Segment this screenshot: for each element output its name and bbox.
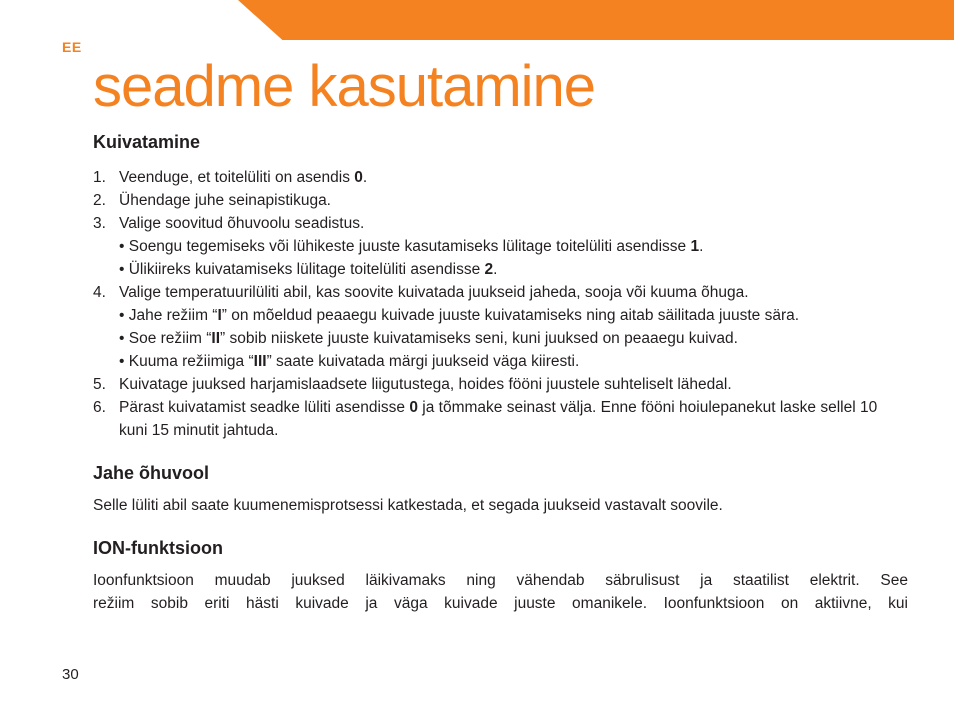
ion-paragraph xyxy=(93,569,908,615)
step-bold-value: 0 xyxy=(409,399,418,416)
step-number: 2. xyxy=(93,192,106,209)
bullet-bold-value: 1 xyxy=(690,238,700,255)
step-number: 4. xyxy=(93,284,106,301)
bullet-item xyxy=(119,258,908,281)
bullet-text-end: ” on mõeldud peaaegu kuivade juuste kuivatamiseks ning aitab säilitada juuste sära. xyxy=(221,307,800,324)
list-item xyxy=(93,212,908,281)
bullet-item xyxy=(119,350,908,373)
step-number: 5. xyxy=(93,376,106,393)
bullet-bold-value: III xyxy=(253,353,267,370)
step-number: 6. xyxy=(93,399,106,416)
bullet-text-end: . xyxy=(699,238,704,255)
page-title: seadme kasutamine xyxy=(93,54,596,119)
bullet-text-end: ” saate kuivatada märgi juukseid väga kiiresti. xyxy=(266,353,580,370)
bullet-text: • Kuuma režiimiga “ xyxy=(119,353,254,370)
step-text: Kuivatage juuksed harjamislaadsete liigutustega, hoides fööni juustele suhteliselt lähedal. xyxy=(119,376,732,393)
step-text: Veenduge, et toitelüliti on asendis xyxy=(119,169,355,186)
section-heading-ion: ION-funktsioon xyxy=(93,538,223,558)
list-item xyxy=(93,189,908,212)
bullet-text: • Soengu tegemiseks või lühikeste juuste kasutamiseks lülitage toitelüliti asendisse xyxy=(119,238,691,255)
header-accent-band xyxy=(238,0,954,40)
step-text-end: . xyxy=(362,169,368,186)
step-text: Pärast kuivatamist seadke lüliti asendisse xyxy=(119,399,410,416)
bullet-text-end: ” sobib niiskete juuste kuivatamiseks seni, kuni juuksed on peaaegu kuivad. xyxy=(220,330,738,347)
step-bold-value: 0 xyxy=(354,169,363,186)
drying-steps-list xyxy=(93,166,908,442)
section-heading-cool-air: Jahe õhuvool xyxy=(93,463,210,483)
bullet-item xyxy=(119,235,908,258)
bullet-item xyxy=(119,304,908,327)
bullet-item xyxy=(119,327,908,350)
step-text: Valige soovitud õhuvoolu seadistus. xyxy=(119,215,365,232)
step-text: Valige temperatuurilüliti abil, kas soovite kuivatada juukseid jaheda, sooja või kuuma õhuga. xyxy=(119,284,749,301)
cool-air-paragraph: Selle lüliti abil saate kuumenemisprotsessi katkestada, et segada juukseid vastavalt soovile. xyxy=(93,497,723,514)
bullet-text: • Ülikiireks kuivatamiseks lülitage toitelüliti asendisse xyxy=(119,261,485,278)
ion-line-2: režiim sobib eriti hästi kuivade ja väga kuivade juuste omanikele. Ioonfunktsioon on aktiivne, kui xyxy=(93,595,908,612)
bullet-bold-value: I xyxy=(217,307,222,324)
ion-line-1: Ioonfunktsioon muudab juuksed läikivamaks ning vähendab säbrulisust ja staatilist elektrit. See xyxy=(93,572,908,589)
section-heading-drying: Kuivatamine xyxy=(93,132,201,152)
language-tag: EE xyxy=(62,39,82,55)
step-text: Ühendage juhe seinapistikuga. xyxy=(119,192,331,209)
main-content xyxy=(93,130,908,615)
list-item xyxy=(93,373,908,396)
bullet-text: • Jahe režiim “ xyxy=(119,307,218,324)
step-number: 1. xyxy=(93,169,106,186)
bullet-bold-value: II xyxy=(211,330,221,347)
step-number: 3. xyxy=(93,215,106,232)
list-item xyxy=(93,396,908,442)
bullet-bold-value: 2 xyxy=(484,261,494,278)
page-number: 30 xyxy=(62,666,79,683)
list-item xyxy=(93,166,908,189)
bullet-text: • Soe režiim “ xyxy=(119,330,212,347)
list-item xyxy=(93,281,908,373)
bullet-text-end: . xyxy=(493,261,498,278)
step-text-end: ja tõmmake seinast välja. Enne fööni hoiulepanekut laske sellel 10 kuni 15 minutit jahtuda. xyxy=(119,399,878,439)
